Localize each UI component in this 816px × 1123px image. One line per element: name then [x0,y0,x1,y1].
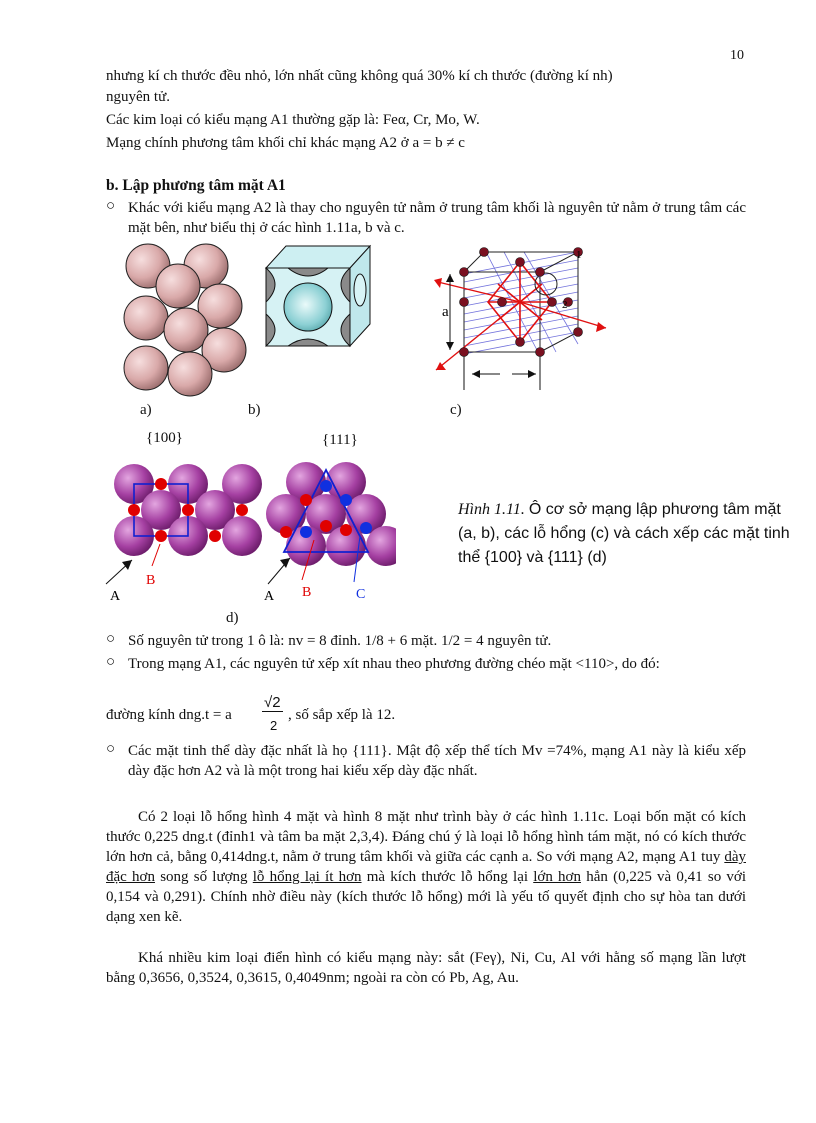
corner-atom [536,348,545,357]
pointer-line [152,544,160,566]
bullet-mark: ○ [106,198,116,214]
para4-underline: dày đặc hơn [106,849,746,885]
formula-suffix: , số sắp xếp là 12. [288,707,396,723]
atom [156,264,200,308]
para4-text: song số lượng [160,869,248,885]
atom [222,516,262,556]
hole-site-c [340,494,352,506]
face-atom [460,298,469,307]
para4 [106,807,746,927]
face-center-atom [284,283,332,331]
hole-site [182,504,194,516]
bullet4: Các mặt tinh thể dày đặc nhất là họ {111}. Mật độ xếp thể tích Mv =74%, mạng A1 này là kiểu xếp dày đặc hơn A2 và là một trong hai kiểu xếp dày đặc nhất. [128,743,746,779]
atom [168,352,212,396]
corner-atom [536,268,545,277]
bullet3: Trong mạng A1, các nguyên tử xếp xít nhau theo phương đường chéo mặt <110>, do đó: [128,656,660,672]
hole-site [155,530,167,542]
hole-site [155,478,167,490]
bullet-mark: ○ [106,741,116,757]
point-label-a: A [110,589,121,604]
corner-atom [460,348,469,357]
arrow-head [446,342,454,350]
figure-d-plane-packing [96,456,396,606]
figure-label-a: a) [140,402,152,418]
plane-111 [266,462,396,584]
para4-text: Có 2 loại lỗ hổng hình 4 mặt và hình 8 mặt như trình bày ở các hình 1.11c. Loại bốn mặt có kích thước 0,225 dng.t (đỉnh1 và tâm ba mặt 2,3,4). Đáng chú ý là loại lỗ hổng hình tám mặt, nó có kích thước lớn hơn cả, bằng 0,414dng.t, nằm ở trung tâm khối và giữa các cạnh a. So với mạng A2, mạng A1 tuy [106,809,746,865]
hole-site [128,504,140,516]
para4-underline: lỗ hổng lại ít hơn [252,869,362,885]
dimension-label-a: a [442,304,449,320]
point-label-a: A [264,589,275,604]
site-label-2: 2 [562,299,568,311]
formula [106,694,746,740]
para5: Khá nhiều kim loại điển hình có kiểu mạng này: sắt (Feγ), Ni, Cu, Al với hằng số mạng lần lượt bằng 0,3656, 0,3524, 0,3615, 0,4049nm; ngoài ra còn có Pb, Ag, Au. [106,950,746,986]
arrow-head [472,370,480,378]
hole-site-b [300,494,312,506]
hole-site [236,504,248,516]
figure-label-d: d) [226,610,239,626]
arrow-head [280,558,290,568]
section-heading [106,176,286,196]
plane-label-111: {111} [322,432,358,448]
atom [164,308,208,352]
hole-site-c [300,526,312,538]
formula-prefix: đường kính dng.t = a [106,707,232,723]
plane-100 [106,464,262,584]
figure-b-unit-cell [258,240,378,350]
figure-a-sphere-model [118,238,248,398]
formula-denominator: 2 [270,718,278,733]
hole-site-b [280,526,292,538]
caption-text: Ô cơ sở mạng lập phương tâm mặt (a, b), các lỗ hổng (c) và cách xếp các mặt tinh thể {100} và {111} (d) [458,501,790,566]
corner-atom [574,328,583,337]
corner-atom [460,268,469,277]
face-atom [516,258,525,267]
hole-site-b [320,520,332,532]
atom [124,346,168,390]
arrow-head [446,274,454,282]
side-atom [354,274,366,306]
para4-underline: lớn hơn [533,869,581,885]
bullet-mark: ○ [106,631,116,647]
page-number: 10 [730,48,744,63]
para3: Mạng chính phương tâm khối chỉ khác mạng A2 ở a = b ≠ c [106,135,465,151]
corner-atom [480,248,489,257]
hole-site-b [340,524,352,536]
face-atom [516,338,525,347]
hole-site-c [360,522,372,534]
hole-site [209,530,221,542]
atom [124,296,168,340]
face-atom [548,298,557,307]
face-atom [498,298,507,307]
caption-prefix: Hình 1.11. [458,501,525,518]
arrow-head [596,322,606,332]
plane-label-100: {100} [146,430,183,446]
section-heading-text: b. Lập phương tâm mặt A1 [106,177,286,194]
formula-numerator: √2 [264,694,281,711]
bullet2: Số nguyên tử trong 1 ô là: nv = 8 đỉnh. 1/8 + 6 mặt. 1/2 = 4 nguyên tử. [128,633,552,649]
site-label-1: 1 [576,249,582,261]
hole-site-c [320,480,332,492]
bullet-mark: ○ [106,654,116,670]
para2: Các kim loại có kiểu mạng A1 thường gặp là: Feα, Cr, Mo, W. [106,112,480,128]
para4-text: mà kích thước lỗ hổng lại [366,869,529,885]
para1-line1: nhưng kí ch thước đều nhỏ, lớn nhất cũng không quá 30% kí ch thước (đường kí nh) [106,68,613,84]
figure-label-c: c) [450,402,462,418]
para4-text: hẳn (0,225 và 0,41 so với 0,154 và 0,291). Chính nhờ điều này (kích thước lỗ hổng) mới là yếu tố quyết định cho sự hòa tan dưới dạng xen kẽ. [106,869,747,925]
figure-label-b: b) [248,402,261,418]
arrow-head [434,278,442,288]
figure-c-interstitial-sites [428,244,610,394]
figure-caption [458,498,793,570]
point-label-b: B [146,573,156,588]
arrow-head [528,370,536,378]
para1-line2: nguyên tử. [106,89,170,105]
bullet1: Khác với kiểu mạng A2 là thay cho nguyên tử nằm ở trung tâm khối là nguyên tử nằm ở trung tâm các mặt bên, như biểu thị ở các hình 1.11a, b và c. [128,200,746,236]
point-label-c: C [356,587,366,602]
point-label-b: B [302,585,312,600]
